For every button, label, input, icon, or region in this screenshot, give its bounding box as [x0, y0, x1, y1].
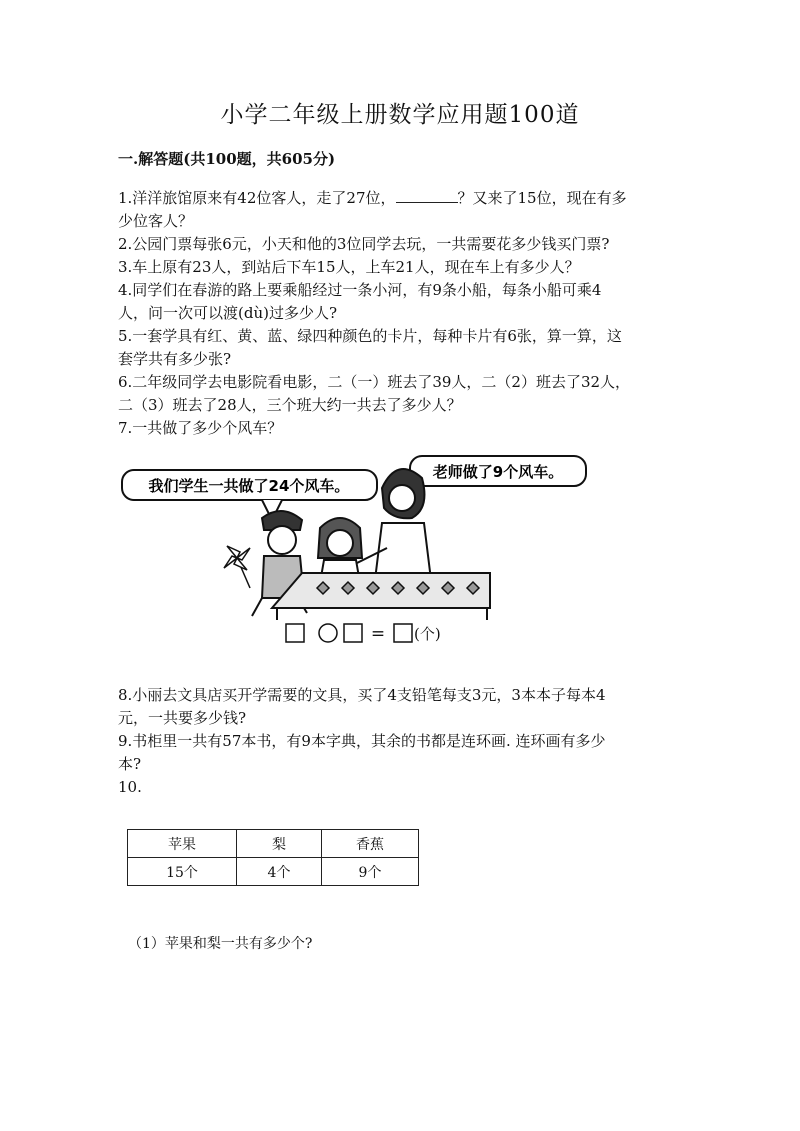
equation-frame: [286, 624, 441, 644]
question-8: 8.小丽去文具店买开学需要的文具，买了4支铅笔每支3元，3本本子每本4: [118, 686, 606, 704]
pinwheel-illustration: [112, 448, 592, 648]
table-header-cell: 苹果: [128, 830, 237, 858]
equals-sign: =: [370, 624, 386, 644]
table-cell: 15个: [128, 858, 237, 886]
table-with-pinwheels: [272, 573, 490, 620]
table-header-cell: 香蕉: [322, 830, 419, 858]
table-cell: 9个: [322, 858, 419, 886]
sub-question-1: （1）苹果和梨一共有多少个?: [128, 936, 313, 952]
question-5-cont: 套学共有多少张?: [118, 350, 232, 368]
question-9: 9.书柜里一共有57本书，有9本字典，其余的书都是连环画. 连环画有多少: [118, 732, 606, 750]
question-5: 5.一套学具有红、黄、蓝、绿四种颜色的卡片，每种卡片有6张，算一算，这: [118, 327, 622, 345]
operator-circle: [319, 624, 337, 642]
table-cell: 4个: [237, 858, 322, 886]
answer-blank: [396, 188, 458, 203]
question-6: 6.二年级同学去电影院看电影，二（一）班去了39人，二（2）班去了32人，: [118, 373, 631, 391]
answer-box: [286, 624, 304, 642]
student-bubble-text: 我们学生一共做了24个风车。: [148, 477, 350, 495]
page-title: 小学二年级上册数学应用题100道: [220, 102, 580, 128]
question-1: [118, 187, 688, 210]
pinwheel-icon: [224, 546, 250, 588]
answer-box: [344, 624, 362, 642]
question-1-text-b: ？又来了15位，现在有多: [457, 189, 627, 207]
table-header-cell: 梨: [237, 830, 322, 858]
table-header-row: [128, 830, 419, 858]
answer-box: [394, 624, 412, 642]
teacher-bubble-text: 老师做了9个风车。: [432, 463, 564, 481]
fruit-table: [127, 829, 419, 886]
question-4-cont: 人，问一次可以渡(dù)过多少人?: [118, 304, 338, 322]
unit-label: (个): [414, 625, 441, 643]
question-3: 3.车上原有23人，到站后下车15人，上车21人，现在车上有多少人？: [118, 258, 580, 276]
table-row: [128, 858, 419, 886]
question-10: 10.: [118, 778, 142, 796]
question-1-text-a: 1.洋洋旅馆原来有42位客人，走了27位，: [118, 189, 396, 207]
question-2: 2.公园门票每张6元，小天和他的3位同学去玩，一共需要花多少钱买门票?: [118, 235, 610, 253]
question-1-cont: 少位客人？: [118, 212, 194, 230]
question-4: 4.同学们在春游的路上要乘船经过一条小河，有9条小船，每条小船可乘4: [118, 281, 602, 299]
question-8-cont: 元，一共要多少钱?: [118, 709, 247, 727]
section-heading: 一.解答题(共100题，共605分): [118, 150, 336, 168]
question-7: 7.一共做了多少个风车？: [118, 419, 283, 437]
question-6-cont: 二（3）班去了28人，三个班大约一共去了多少人？: [118, 396, 462, 414]
question-9-cont: 本?: [118, 755, 142, 773]
